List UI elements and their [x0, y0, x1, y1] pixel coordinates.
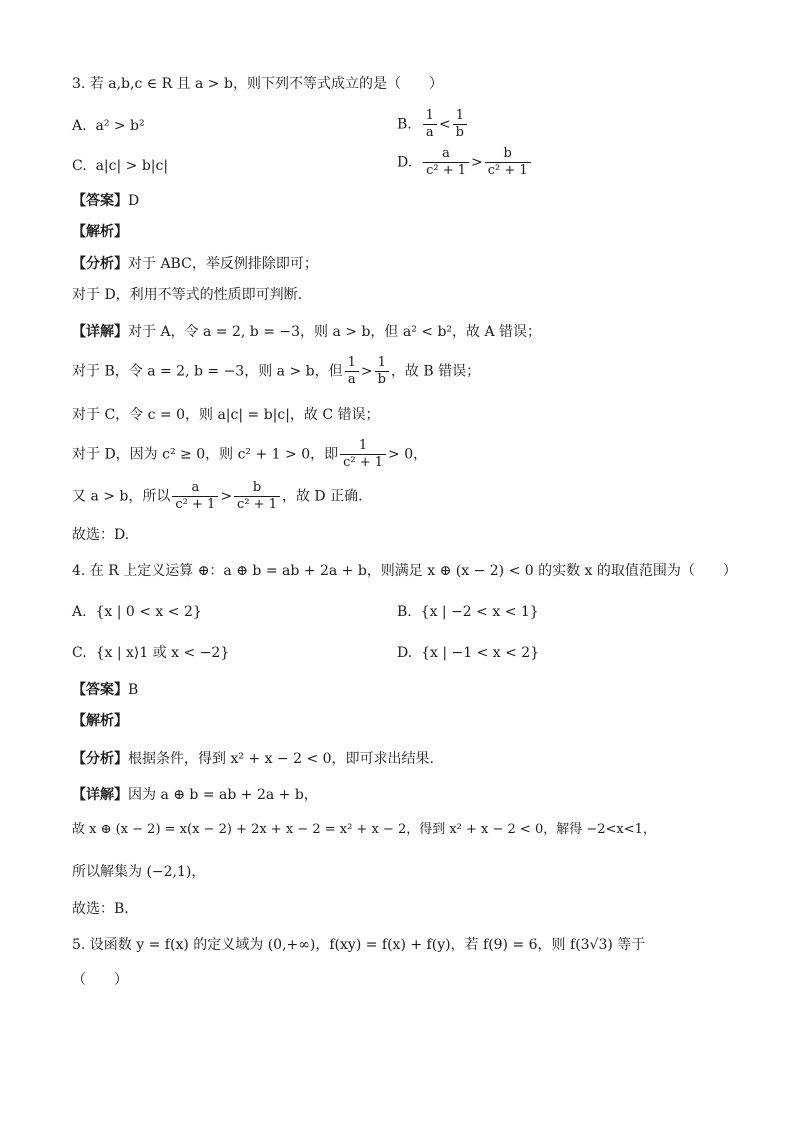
q4-choose: 故选：B.: [72, 901, 129, 917]
answer-value: D: [128, 193, 140, 209]
option-text: {x | −2 < x < 1}: [420, 604, 539, 620]
q4-detail-1: 【详解】因为 a ⊕ b = ab + 2a + b，: [72, 787, 318, 803]
detail-tag: 【详解】: [72, 787, 128, 803]
fraction: $\frac{a}{\text{c² + 1}}$: [172, 480, 218, 513]
fraction: $\frac{b}{\text{c² + 1}}$: [485, 146, 531, 179]
detail-tag: 【详解】: [72, 324, 128, 340]
fraction: $\frac{1}{\text{c² + 1}}$: [340, 438, 386, 471]
q4-analysis-tag: 【解析】: [72, 713, 128, 729]
q3-option-c: [72, 156, 168, 176]
q3-option-b: B. $\frac{1}{a}$ < $\frac{1}{b}$: [397, 108, 469, 141]
option-label: D.: [397, 645, 413, 661]
answer-tag: 【答案】: [72, 682, 128, 698]
q3-option-d: D. $\frac{a}{\text{c² + 1}}$ > $\frac{b}{\text{c² + 1}}$: [397, 146, 533, 179]
q3-detail-d: 对于 D，因为 c² ≥ 0，则 c² + 1 > 0，即 $\frac{1}{\text{c² + 1}}$ > 0，: [72, 438, 428, 470]
q3-detail-a: 【详解】对于 A，令 a = 2, b = −3，则 a > b，但 a² < b²，故 A 错误；: [72, 324, 542, 340]
q3-fenxi-2: 对于 D，利用不等式的性质即可判断.: [72, 287, 303, 303]
fraction: $\frac{1}{a}$: [423, 108, 437, 141]
fraction: $\frac{b}{\text{c² + 1}}$: [234, 480, 280, 513]
fenxi-tag: 【分析】: [72, 256, 128, 272]
option-label: C.: [72, 645, 87, 661]
fraction: $\frac{1}{b}$: [375, 355, 389, 388]
q4-option-a: [72, 602, 202, 622]
q4-answer: [72, 680, 138, 700]
q5-stem-cont: （ ）: [72, 972, 128, 988]
q4-option-b: [397, 602, 539, 622]
q3-analysis-tag: 【解析】: [72, 224, 128, 240]
q3-detail-c: 对于 C，令 c = 0，则 a|c| = b|c|，故 C 错误；: [72, 407, 380, 423]
option-text: {x | 0 < x < 2}: [95, 604, 202, 620]
q5-stem: 5. 设函数 y = f(x) 的定义域为 (0,+∞)，f(xy) = f(x) + f(y)，若 f(9) = 6，则 f(3√3) 等于: [72, 937, 646, 953]
option-label: A.: [72, 118, 87, 134]
option-label: C.: [72, 158, 87, 174]
fraction: $\frac{a}{\text{c² + 1}}$: [423, 146, 469, 179]
q3-stem: 3. 若 a,b,c ∈ R 且 a > b，则下列不等式成立的是（ ）: [72, 76, 443, 92]
q3-option-a: [72, 116, 145, 136]
q4-fenxi: 【分析】根据条件，得到 x² + x − 2 < 0，即可求出结果.: [72, 751, 435, 767]
option-text: a|c| > b|c|: [95, 158, 169, 174]
q3-fenxi-1: 【分析】对于 ABC，举反例排除即可；: [72, 256, 318, 272]
q4-stem: 4. 在 R 上定义运算 ⊕：a ⊕ b = ab + 2a + b，则满足 x ⊕ (x − 2) < 0 的实数 x 的取值范围为（ ）: [72, 563, 737, 579]
answer-tag: 【答案】: [72, 193, 128, 209]
q3-detail-b: 对于 B，令 a = 2, b = −3，则 a > b，但 $\frac{1}{a}$ > $\frac{1}{b}$ ，故 B 错误；: [72, 355, 481, 387]
q4-option-d: [397, 643, 539, 663]
q4-option-c: [72, 643, 229, 663]
fraction: $\frac{1}{a}$: [345, 355, 359, 388]
fraction: $\frac{1}{b}$: [453, 108, 467, 141]
q4-detail-3: 所以解集为 (−2,1)，: [72, 864, 206, 880]
q3-answer: [72, 191, 139, 211]
fenxi-tag: 【分析】: [72, 751, 128, 767]
answer-value: B: [128, 682, 139, 698]
option-label: A.: [72, 604, 87, 620]
option-text: {x | x⟩1 或 x < −2}: [95, 645, 230, 661]
option-label: B.: [397, 116, 412, 133]
q3-detail-e: 又 a > b，所以 $\frac{a}{\text{c² + 1}}$ > $\frac{b}{\text{c² + 1}}$ ，故 D 正确.: [72, 480, 363, 512]
option-text: {x | −1 < x < 2}: [421, 645, 540, 661]
q4-detail-2: 故 x ⊕ (x − 2) = x(x − 2) + 2x + x − 2 = x² + x − 2，得到 x² + x − 2 < 0，解得 −2<x<1，: [72, 822, 656, 837]
option-text: a² > b²: [95, 118, 145, 134]
q3-choose: 故选：D.: [72, 527, 130, 543]
option-label: D.: [397, 154, 413, 171]
option-label: B.: [397, 604, 412, 620]
